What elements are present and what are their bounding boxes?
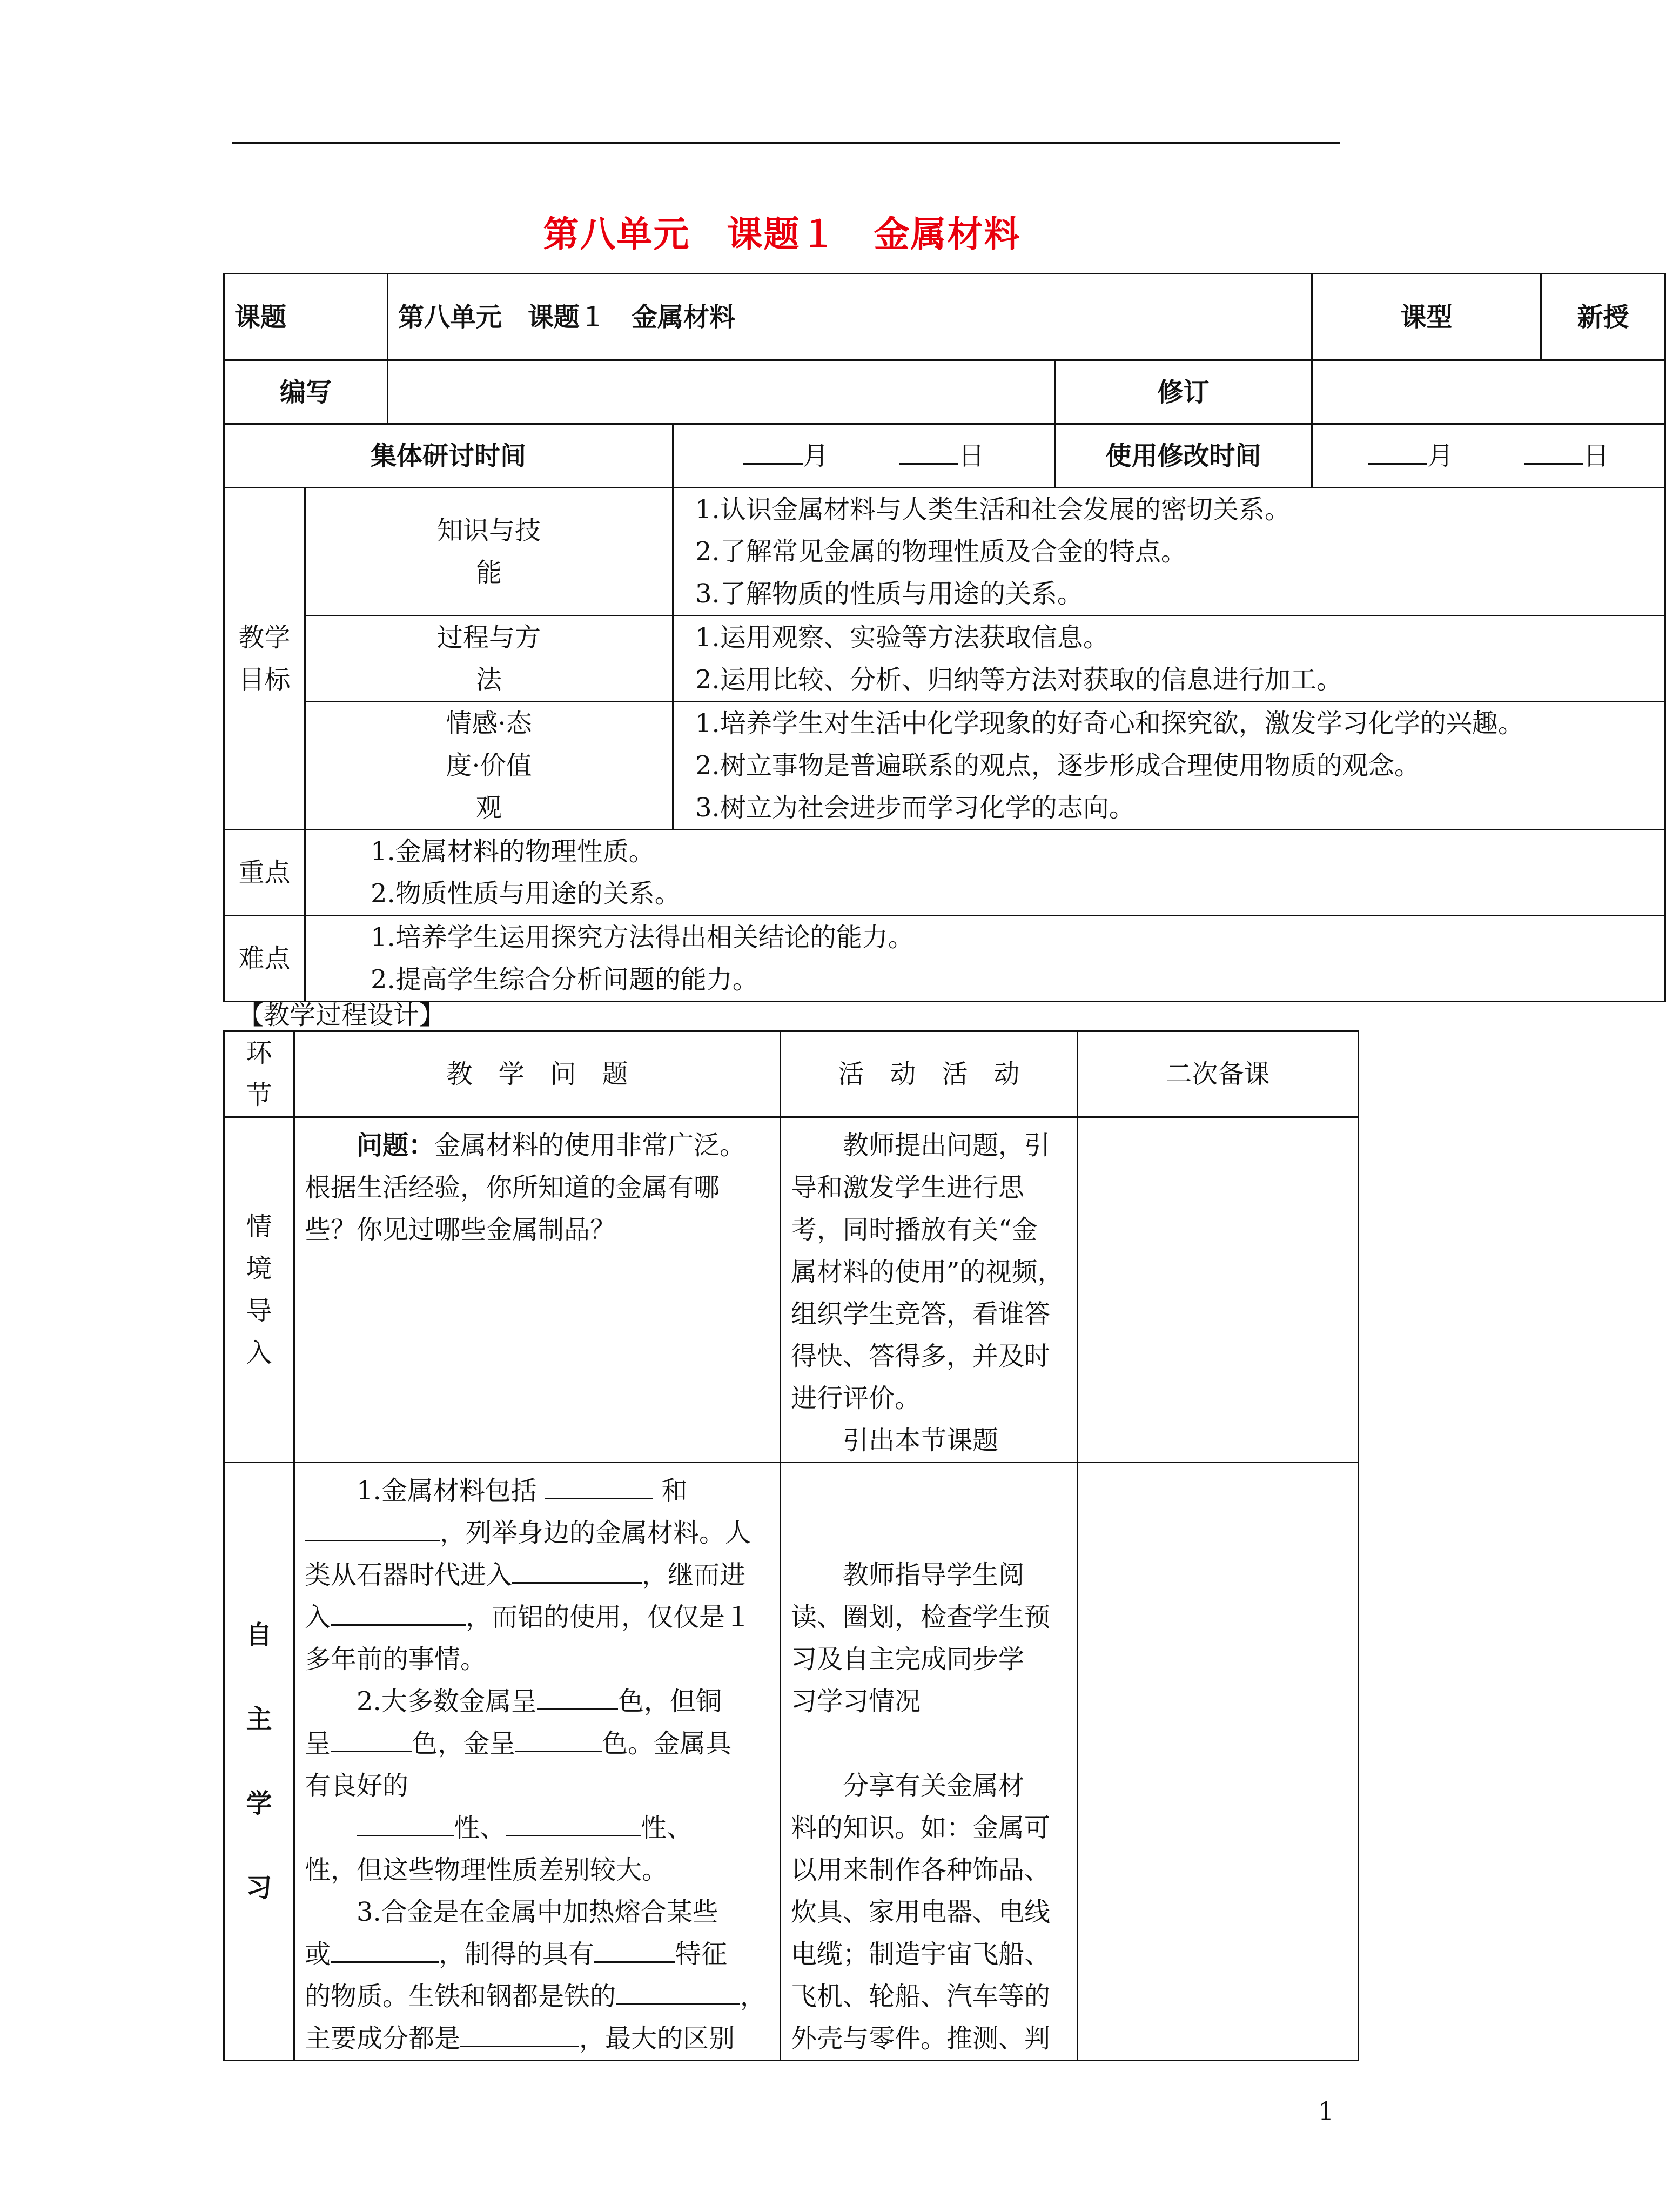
use-time-label: 使用修改时间 — [1055, 424, 1312, 488]
topic-label: 课题 — [224, 274, 388, 360]
intro-activity: 教师提出问题，引 导和激发学生进行思 考，同时播放有关“金 属材料的使用”的视频， 组织学生竞答，看谁答 得快、答得多，并及时 进行评价。 引出本节课题 — [781, 1117, 1078, 1463]
type-label: 课型 — [1312, 274, 1541, 360]
process-table — [223, 1030, 1359, 2061]
col-question-header: 教 学 问 题 — [294, 1031, 781, 1117]
self-study-notes — [1078, 1463, 1359, 2061]
col-activity-header: 活 动 活 动 — [781, 1031, 1078, 1117]
group-time-value: 月 日 — [673, 424, 1055, 488]
process-label: 过程与方 法 — [305, 616, 673, 702]
process-items: 1.运用观察、实验等方法获取信息。 2.运用比较、分析、归纳等方法对获取的信息进行加工。 — [673, 616, 1665, 702]
col-notes-header: 二次备课 — [1078, 1031, 1359, 1117]
stage-self-study: 自 主 学 习 — [224, 1463, 294, 2061]
difficulties-items: 1.培养学生运用探究方法得出相关结论的能力。 2.提高学生综合分析问题的能力。 — [305, 916, 1665, 1002]
intro-notes — [1078, 1117, 1359, 1463]
self-study-questions: 1.金属材料包括 和 ，列举身边的金属材料。人 类从石器时代进入 ，继而进 入 ，而铝的使用，仅仅是１ 多年前的事情。 2.大多数金属呈 色，但铜 呈 色，金呈 色。金属具 有良好的 性、 性、 性，但这些物理性质差别较大。 3.合金是在金属中加热熔合某些 或 ，制得的具有 特征 的物质。生铁和钢都是铁的 ， 主要成分都是 ，最大的区别 — [294, 1463, 781, 2061]
topic-value: 第八单元 课题１ 金属材料 — [388, 274, 1312, 360]
emotion-label: 情感·态 度·价值 观 — [305, 702, 673, 830]
group-time-label: 集体研讨时间 — [224, 424, 673, 488]
author-label: 编写 — [224, 360, 388, 424]
emotion-items: 1.培养学生对生活中化学现象的好奇心和探究欲，激发学习化学的兴趣。 2.树立事物是普遍联系的观点，逐步形成合理使用物质的观念。 3.树立为社会进步而学习化学的志向。 — [673, 702, 1665, 830]
col-stage-header: 环 节 — [224, 1031, 294, 1117]
revise-value — [1312, 360, 1665, 424]
page-title: 第八单元 课题１ 金属材料 — [543, 213, 1021, 255]
use-time-value: 月 日 — [1312, 424, 1665, 488]
key-points-label: 重点 — [224, 830, 305, 916]
objectives-label: 教学 目标 — [224, 488, 305, 830]
key-points-items: 1.金属材料的物理性质。 2.物质性质与用途的关系。 — [305, 830, 1665, 916]
page-number: 1 — [1318, 2096, 1334, 2126]
header-rule — [232, 142, 1340, 144]
author-value — [388, 360, 1055, 424]
stage-intro: 情 境 导 入 — [224, 1117, 294, 1463]
intro-question: 问题：金属材料的使用非常广泛。 根据生活经验，你所知道的金属有哪 些？你见过哪些金属制品？ — [294, 1117, 781, 1463]
knowledge-items: 1.认识金属材料与人类生活和社会发展的密切关系。 2.了解常见金属的物理性质及合金的特点。 3.了解物质的性质与用途的关系。 — [673, 488, 1665, 616]
lesson-info-table — [223, 273, 1666, 1002]
revise-label: 修订 — [1055, 360, 1312, 424]
difficulties-label: 难点 — [224, 916, 305, 1002]
knowledge-label: 知识与技 能 — [305, 488, 673, 616]
type-value: 新授 — [1541, 274, 1665, 360]
process-design-title: 【教学过程设计】 — [238, 1000, 446, 1030]
self-study-activity: 教师指导学生阅 读、圈划，检查学生预 习及自主完成同步学 习学习情况 分享有关金属材 料的知识。如：金属可 以用来制作各种饰品、 炊具、家用电器、电线 电缆；制造宇宙飞船、 飞机、轮船、汽车等的 外壳与零件。推测、判 — [781, 1463, 1078, 2061]
